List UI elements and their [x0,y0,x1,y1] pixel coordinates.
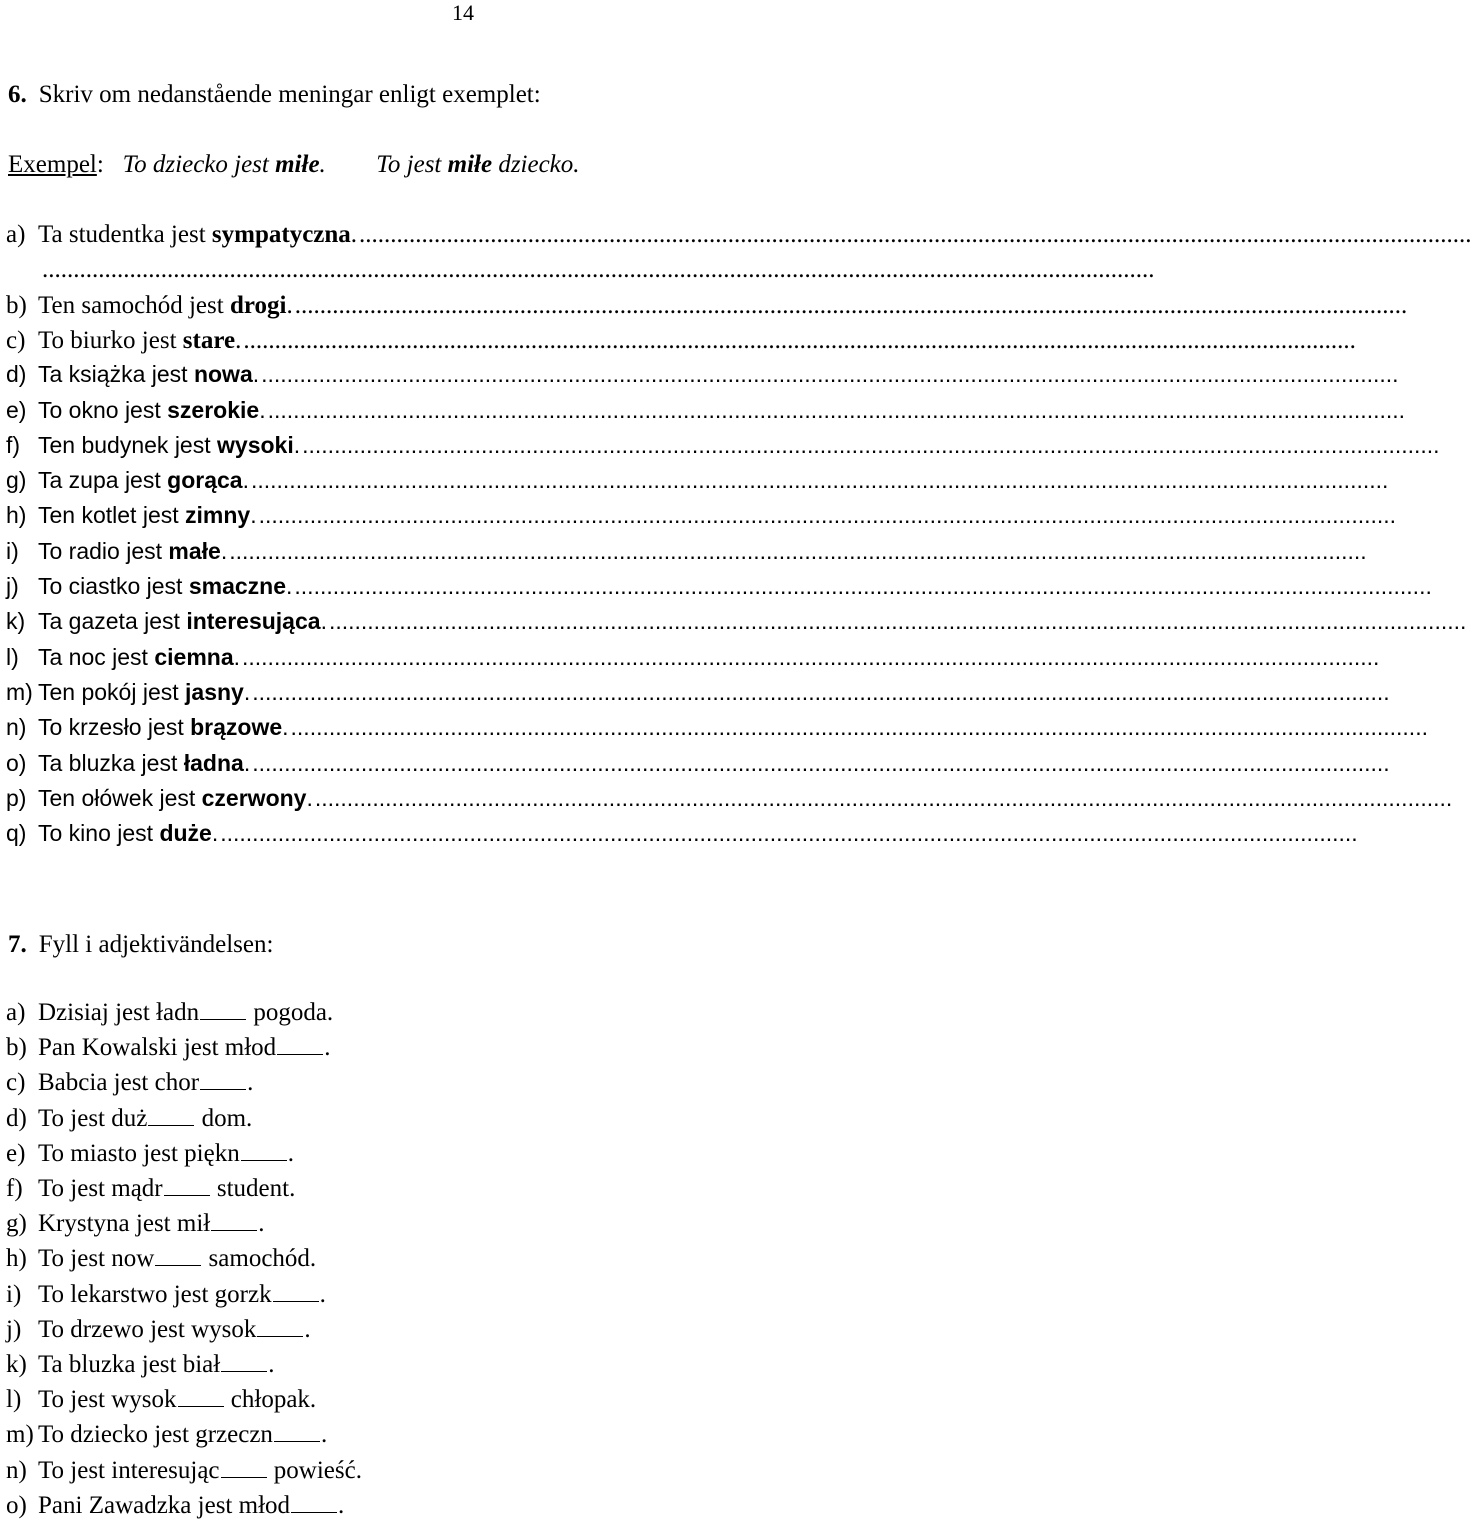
blank-input[interactable] [241,1142,287,1161]
item-letter: f) [6,1175,23,1202]
item-letter: n) [6,714,27,741]
item-letter: j) [6,1315,22,1343]
exercise-6-item [0,573,1432,605]
answer-line: .................................................................................................................................................................................. [252,678,1390,705]
exercise-7-title: Fyll i adjektivändelsen: [38,931,274,958]
exercise-7-item [0,1458,960,1488]
exercise-7-item [0,1000,960,1030]
item-sentence: To ciastko jest smaczne. [38,573,293,599]
item-sentence: To lekarstwo jest gorzk . [38,1280,326,1308]
item-letter: b) [6,291,27,319]
answer-line: .................................................................................................................................................................................. [302,431,1440,458]
item-adjective: smaczne [188,573,287,599]
blank-input[interactable] [257,1318,303,1337]
item-letter: i) [6,1280,22,1308]
example-sentence-b: To jest miłe dziecko. [376,151,580,178]
answer-line: .................................................................................................................................................................................. [250,467,1389,494]
item-letter: d) [6,361,27,388]
item-letter: g) [6,467,27,494]
item-sentence: To jest wysok chłopak. [38,1386,317,1414]
item-adjective: ładna [183,749,244,776]
exercise-7-item [0,1317,960,1347]
exercise-6-item [0,749,1390,782]
item-sentence: Krystyna jest mił . [38,1210,265,1238]
item-sentence: To kino jest duże. [38,820,219,847]
answer-line: .................................................................................................................................................................................. [242,643,1380,670]
item-sentence: Ten pokój jest jasny. [38,678,251,705]
item-letter: h) [6,502,27,529]
blank-input[interactable] [178,1388,224,1407]
item-sentence: Babcia jest chor . [38,1069,254,1097]
item-letter: p) [6,784,27,811]
exercise-6-item [0,326,1356,358]
blank-input[interactable] [148,1107,194,1126]
blank-input[interactable] [200,1001,246,1020]
exercise-6-item [0,431,1440,464]
blank-input[interactable] [200,1071,246,1090]
item-letter: b) [6,1034,27,1062]
item-sentence: Ta noc jest ciemna. [38,643,240,670]
blank-input[interactable] [155,1247,201,1266]
answer-line: .................................................................................................................................................................................. [261,361,1399,388]
item-sentence: Pani Zawadzka jest młod . [38,1491,345,1519]
item-letter: o) [6,1491,27,1519]
example-sentence-a: To dziecko jest miłe. [122,151,326,178]
exercise-6-item [0,361,1399,393]
item-letter: c) [6,326,26,354]
item-letter: a) [6,999,26,1026]
item-letter: i) [6,537,19,564]
item-sentence: To jest now samochód. [38,1245,317,1273]
item-sentence: Ten budynek jest wysoki. [38,431,301,458]
item-sentence: Ta zupa jest gorąca. [38,467,249,494]
item-sentence: Ta bluzka jest ładna. [38,749,251,776]
item-sentence: To jest duż dom. [38,1104,253,1132]
item-letter: e) [6,1139,26,1167]
exercise-6-item [0,502,1397,534]
item-sentence: Ten ołówek jest czerwony. [38,784,313,811]
answer-line: .................................................................................................................................................................................. [290,714,1428,741]
item-letter: j) [6,573,19,599]
item-adjective: szerokie [167,396,260,423]
item-letter: k) [6,608,26,635]
blank-input[interactable] [211,1212,257,1231]
item-sentence: To dziecko jest grzeczn . [38,1421,328,1449]
item-letter: l) [6,1386,22,1414]
blank-input[interactable] [273,1283,319,1302]
blank-input[interactable] [164,1177,210,1196]
exercise-7-item [0,1211,960,1241]
exercise-6-item [0,714,1428,746]
item-sentence: To miasto jest piękn . [38,1139,294,1167]
blank-input[interactable] [277,1036,323,1055]
answer-line: .................................................................................................................................................................................. [328,608,1467,635]
exercise-7-item [0,1035,960,1065]
item-adjective: nowa [193,361,253,388]
exercise-6-item [0,820,1358,852]
exercise-6-item [0,467,1389,499]
item-letter: e) [6,396,27,423]
item-letter: k) [6,1351,27,1378]
item-letter: g) [6,1210,27,1238]
item-adjective: ciemna [154,643,234,670]
item-letter: l) [6,643,19,670]
item-sentence: Ten kotlet jest zimny. [38,502,257,529]
exercise-6-heading [8,82,541,107]
exercise-6-number: 6. [8,81,27,108]
exercise-6-item [0,537,1367,570]
item-letter: a) [6,221,26,248]
exercise-7-item [0,1176,960,1206]
exercise-6-item [0,396,1406,429]
exercise-7-item [0,1070,960,1100]
item-sentence: Ta gazeta jest interesująca. [38,608,327,635]
exercise-6-title: Skriv om nedanstående meningar enligt exemplet: [38,81,541,108]
exercise-6-item [0,291,1408,323]
answer-line: .................................................................................................................................................................................. [359,221,1472,248]
blank-input[interactable] [291,1494,337,1513]
item-adjective: jasny [185,678,244,705]
exercise-6-item [0,643,1380,676]
exercise-7-item [0,1246,960,1276]
item-adjective: wysoki [217,431,294,458]
exercise-6-item [0,678,1390,711]
item-letter: c) [6,1069,26,1097]
item-letter: m) [6,1421,34,1449]
item-adjective: stare [182,326,236,354]
item-sentence: Ta bluzka jest biał . [38,1351,275,1378]
item-sentence: To okno jest szerokie. [38,396,266,423]
page-number: 14 [452,0,474,25]
answer-line: .................................................................................................................................................................................. [314,784,1453,811]
answer-line: .................................................................................................................................................................................. [267,396,1406,423]
exercise-7-number: 7. [8,931,27,958]
item-letter: m) [6,678,33,705]
item-sentence: Ta studentka jest sympatyczna. [38,221,358,248]
exercise-6-item [0,784,1453,817]
item-adjective: czerwony [201,784,307,811]
answer-line: .................................................................................................................................................................................. [42,256,1155,284]
item-letter: d) [6,1104,27,1132]
item-sentence: To jest mądr student. [38,1175,296,1202]
item-adjective: brązowe [190,714,283,741]
item-letter: h) [6,1245,27,1273]
exercise-7-item [0,1141,960,1171]
exercise-7-item [0,1282,960,1312]
exercise-7-heading [8,932,273,957]
blank-input[interactable] [274,1423,320,1442]
exercise-6-item [0,221,1472,252]
item-adjective: drogi [229,291,287,319]
exercise-6-item [0,608,1467,640]
exercise-6-item [0,256,1155,287]
item-adjective: małe [168,537,221,564]
item-adjective: interesująca [186,608,321,635]
answer-line: .................................................................................................................................................................................. [294,573,1432,599]
item-adjective: sympatyczna [211,221,351,248]
item-sentence: To radio jest małe. [38,537,228,564]
item-letter: n) [6,1456,27,1484]
item-adjective: gorąca [167,467,243,494]
example-label: Exempel [8,151,97,178]
item-adjective: zimny [185,502,251,529]
answer-line: .................................................................................................................................................................................. [220,820,1358,847]
exercise-7-item [0,1387,960,1417]
item-sentence: Ten samochód jest drogi. [38,291,293,319]
exercise-7-item [0,1352,960,1382]
answer-line: .................................................................................................................................................................................. [294,291,1408,319]
item-sentence: Pan Kowalski jest młod . [38,1034,331,1062]
exercise-7-item [0,1106,960,1136]
example-line: Exempel: To dziecko jest miłe. To jest miłe dziecko. [8,151,580,178]
answer-line: .................................................................................................................................................................................. [258,502,1397,529]
item-sentence: Ta książka jest nowa. [38,361,260,388]
item-sentence: To krzesło jest brązowe. [38,714,289,741]
blank-input[interactable] [221,1353,267,1372]
exercise-7-item [0,1422,960,1452]
item-sentence: Dzisiaj jest ładn pogoda. [38,999,334,1026]
item-adjective: duże [159,820,212,847]
exercise-7-item [0,1493,960,1523]
item-letter: q) [6,820,27,847]
blank-input[interactable] [221,1459,267,1478]
item-sentence: To drzewo jest wysok . [38,1315,311,1343]
item-sentence: To jest interesując powieść. [38,1456,362,1484]
item-sentence: To biurko jest stare. [38,326,242,354]
item-letter: o) [6,749,27,776]
answer-line: .................................................................................................................................................................................. [243,326,1356,354]
item-letter: f) [6,431,21,458]
answer-line: .................................................................................................................................................................................. [252,749,1390,776]
answer-line: .................................................................................................................................................................................. [229,537,1367,564]
